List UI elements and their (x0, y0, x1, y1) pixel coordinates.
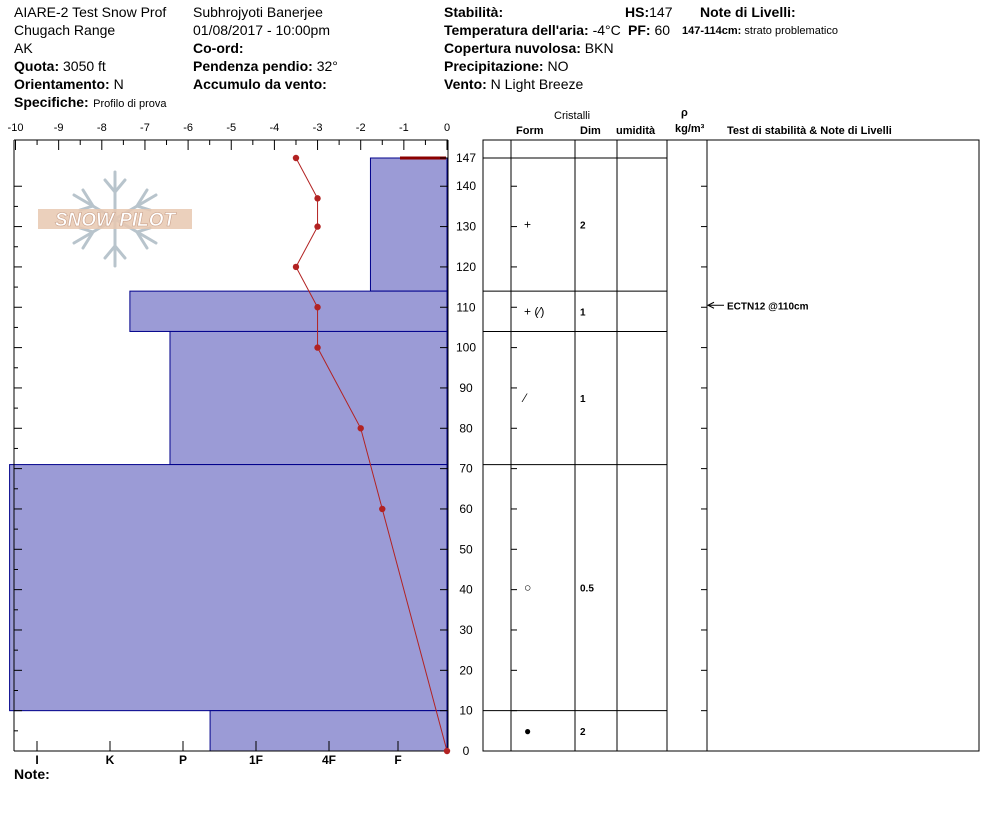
temp-tick-label: -4 (269, 122, 280, 134)
state-name: AK (14, 40, 33, 56)
temperature-point (293, 155, 299, 161)
depth-tick-label: 140 (455, 179, 477, 194)
specifics-label: Specifiche: (14, 94, 89, 110)
form-header: Form (516, 125, 544, 137)
hardness-tick-label: F (394, 753, 402, 767)
slope-label: Pendenza pendio: (193, 58, 313, 74)
air-temp-value: -4°C (592, 22, 621, 38)
crystal-size-value: 2 (580, 220, 586, 232)
crystal-size-value: 1 (580, 394, 586, 406)
layer-notes-label: Note di Livelli: (700, 4, 796, 20)
depth-tick-label: 130 (455, 219, 477, 234)
temperature-point (293, 264, 299, 270)
stability-test-label: ECTN12 @110cm (727, 301, 809, 313)
crystal-table-frame (483, 140, 979, 751)
aspect-label: Orientamento: (14, 76, 110, 92)
hardness-tick-label: 1F (248, 753, 264, 767)
crystal-size-value: 1 (580, 307, 586, 319)
temp-tick-label: -9 (53, 122, 64, 134)
crystal-form-symbol: ⁄ (524, 391, 527, 406)
temperature-point (314, 223, 320, 229)
depth-tick-label: 40 (459, 582, 473, 597)
hardness-tick-label: I (35, 753, 39, 767)
temp-tick-label: -8 (96, 122, 107, 134)
coord-label: Co-ord: (193, 40, 244, 56)
size-header: Dim (580, 125, 601, 137)
layer-note-range: 147-114cm: (682, 25, 742, 37)
crystal-form-symbol: + (524, 217, 532, 232)
temperature-point (314, 195, 320, 201)
density-unit: kg/m³ (675, 123, 705, 135)
temp-tick-label: -10 (7, 122, 24, 134)
temperature-axis (8, 122, 451, 150)
hardness-tick-label: 4F (321, 753, 337, 767)
range-name: Chugach Range (14, 22, 116, 38)
crystal-form-symbol: ○ (524, 580, 532, 595)
observer-name: Subhrojyoti Banerjee (193, 4, 323, 20)
moisture-header: umidità (616, 125, 656, 137)
air-temp-label: Temperatura dell'aria: (444, 22, 589, 38)
depth-tick-label: 100 (455, 340, 477, 355)
temp-tick-label: 0 (443, 122, 451, 134)
wind-label: Vento: (444, 76, 487, 92)
hardness-tick-label: K (105, 753, 115, 767)
depth-tick-label: 90 (459, 380, 473, 395)
depth-tick-label: 10 (459, 703, 473, 718)
depth-tick-label: 30 (459, 622, 473, 637)
depth-tick-label: 120 (455, 259, 477, 274)
stability-tests (708, 301, 809, 312)
temperature-point (444, 748, 450, 754)
depth-tick-label: 70 (459, 461, 473, 476)
profile-name: AIARE-2 Test Snow Prof (14, 4, 167, 20)
temp-tick-label: -1 (398, 122, 409, 134)
wind-value: N Light Breeze (490, 76, 584, 92)
hardness-bar-1 (130, 291, 447, 331)
depth-tick-label: 80 (459, 421, 473, 436)
depth-tick-label: 147 (455, 151, 477, 165)
observation-datetime: 01/08/2017 - 10:00pm (193, 22, 330, 38)
crystal-table-ticks (511, 186, 707, 751)
sky-label: Copertura nuvolosa: (444, 40, 581, 56)
pf-label: PF: (628, 22, 651, 38)
pf-value: 60 (654, 22, 671, 38)
temperature-point (314, 344, 320, 350)
aspect-value: N (113, 76, 124, 92)
hardness-bar-2 (170, 331, 447, 464)
temperature-point (358, 425, 364, 431)
hardness-tick-label: P (178, 753, 188, 767)
wind-loading-label: Accumulo da vento: (193, 76, 327, 92)
temp-tick-label: -7 (140, 122, 150, 134)
hs-label: HS: (625, 4, 650, 20)
crystal-size-value: 2 (580, 726, 586, 738)
depth-tick-label: 20 (459, 663, 473, 678)
snowpilot-logo (38, 172, 192, 266)
temp-tick-label: -6 (183, 122, 193, 134)
elevation-label: Quota: (14, 58, 60, 74)
hardness-bar-0 (370, 158, 447, 291)
depth-tick-label: 50 (459, 542, 473, 557)
note-label: Note: (14, 766, 50, 782)
hardness-bars (10, 158, 447, 751)
depth-tick-label: 60 (459, 501, 473, 516)
precip-label: Precipitazione: (444, 58, 544, 74)
hardness-bar-3 (10, 465, 447, 711)
crystals-header: Cristalli (554, 110, 591, 122)
crystal-form-symbol: ● (524, 723, 532, 738)
stability-notes-header: Test di stabilità & Note di Livelli (727, 125, 892, 137)
temp-tick-label: -2 (355, 122, 366, 134)
elevation-value: 3050 ft (63, 58, 106, 74)
temp-tick-label: -5 (226, 122, 237, 134)
layer-note-text: strato problematico (744, 25, 838, 37)
slope-value: 32° (316, 58, 338, 74)
precip-value: NO (547, 58, 569, 74)
temperature-point (379, 506, 385, 512)
stability-label: Stabilità: (444, 4, 504, 20)
depth-tick-label: 0 (462, 744, 470, 758)
logo-text: SNOW PILOT (54, 210, 176, 231)
sky-value: BKN (584, 40, 614, 56)
depth-tick-label: 110 (456, 300, 476, 315)
temp-tick-label: -3 (312, 122, 323, 134)
specifics-value: Profilo di prova (93, 98, 167, 110)
crystal-form-symbol: + (⁄) (524, 304, 545, 319)
hs-value: 147 (649, 4, 673, 20)
density-symbol: ρ (681, 107, 688, 119)
crystal-size-value: 0.5 (580, 583, 594, 595)
temperature-point (314, 304, 320, 310)
